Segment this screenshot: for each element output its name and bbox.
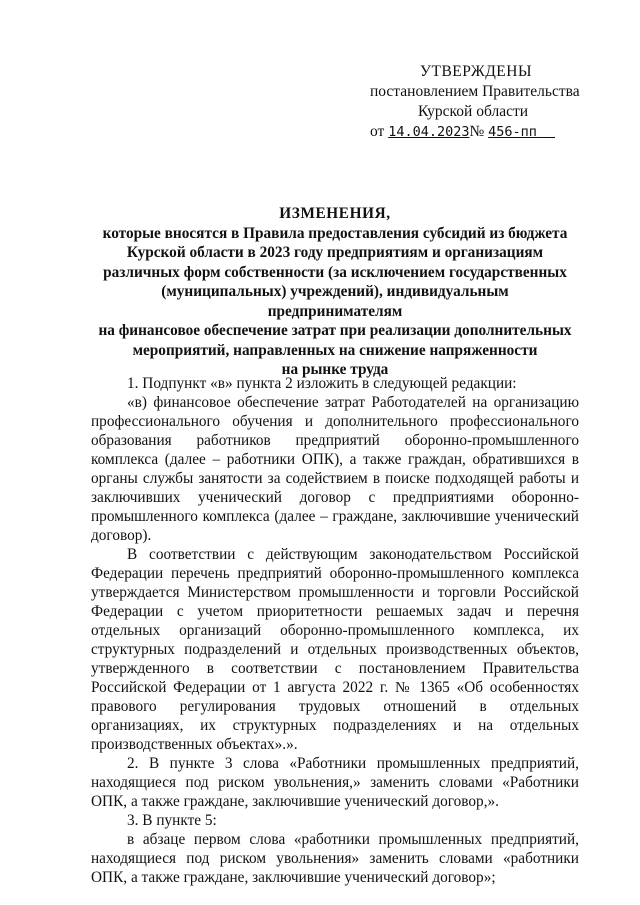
approval-region: Курской области: [418, 103, 529, 120]
approval-issuer: постановлением Правительства: [370, 83, 580, 100]
approval-title: УТВЕРЖДЕНЫ: [420, 63, 532, 80]
paragraph-item-3-abzac-1: в абзаце первом слова «работники промышленных предприятий, находящиеся под риском увольнения» заменить словами «работники ОПК, а также граждане, заключившие ученический договор»;: [91, 831, 579, 886]
heading-line: мероприятий, направленных на снижение напряженности: [132, 341, 538, 359]
heading-title: ИЗМЕНЕНИЯ,: [279, 205, 391, 222]
heading-line: на рынке труда: [281, 361, 389, 378]
paragraph-subitem-v: «в) финансовое обеспечение затрат Работодателей на организацию профессионального обучения и дополнительного профессионального образования работников предприятий оборонно-промышленного комплекса (далее – работники ОПК), а также граждан, обратившихся в органы службы занятости за содействием в поиске подходящей работы и заключивших ученический договор с предприятиями оборонно-промышленного комплекса (далее – граждане, заключившие ученический договор).: [91, 394, 579, 544]
approval-stamp: [370, 62, 590, 142]
heading-line: (муниципальных) учреждений), индивидуальным предпринимателям: [161, 283, 509, 320]
paragraph-item-3: 3. В пункте 5:: [127, 812, 217, 829]
heading-line: которые вносятся в Правила предоставления субсидий из бюджета: [102, 224, 568, 242]
approval-number-sign: №: [469, 123, 485, 140]
paragraph-item-2: 2. В пункте 3 слова «Работники промышленных предприятий, находящиеся под риском увольнения,» заменить словами «Работники ОПК, а также граждане, заключившие ученический договор,».: [91, 755, 579, 810]
approval-date-line: [370, 122, 590, 142]
document-body: [91, 374, 579, 887]
paragraph-item-1: 1. Подпункт «в» пункта 2 изложить в следующей редакции:: [127, 375, 517, 392]
heading-line: Курской области в 2023 году предприятиям и организациям: [126, 244, 544, 261]
approval-date: 14.04.2023: [388, 124, 470, 140]
number-underline: [537, 123, 555, 138]
paragraph-legislation: В соответствии с действующим законодательством Российской Федерации перечень предприятий оборонно-промышленного комплекса утверждается Министерством промышленности и торговли Российской Федерации с учетом приоритетности решаемых задач и перечня отдельных организаций оборонно-промышленного комплекса, их структурных подразделений и отдельных производственных объектов, утвержденного в соответствии с постановлением Правительства Российской Федерации от 1 августа 2022 г. № 1365 «Об особенностях правового регулирования трудовых отношений в отдельных организациях, их структурных подразделениях и на отдельных производственных объектах».».: [91, 546, 579, 753]
heading-line: различных форм собственности (за исключением государственных: [103, 263, 567, 281]
approval-date-prefix: от: [370, 123, 385, 140]
heading-line: на финансовое обеспечение затрат при реализации дополнительных: [98, 322, 572, 339]
approval-number: 456-пп: [488, 124, 537, 140]
document-heading: [95, 204, 575, 380]
